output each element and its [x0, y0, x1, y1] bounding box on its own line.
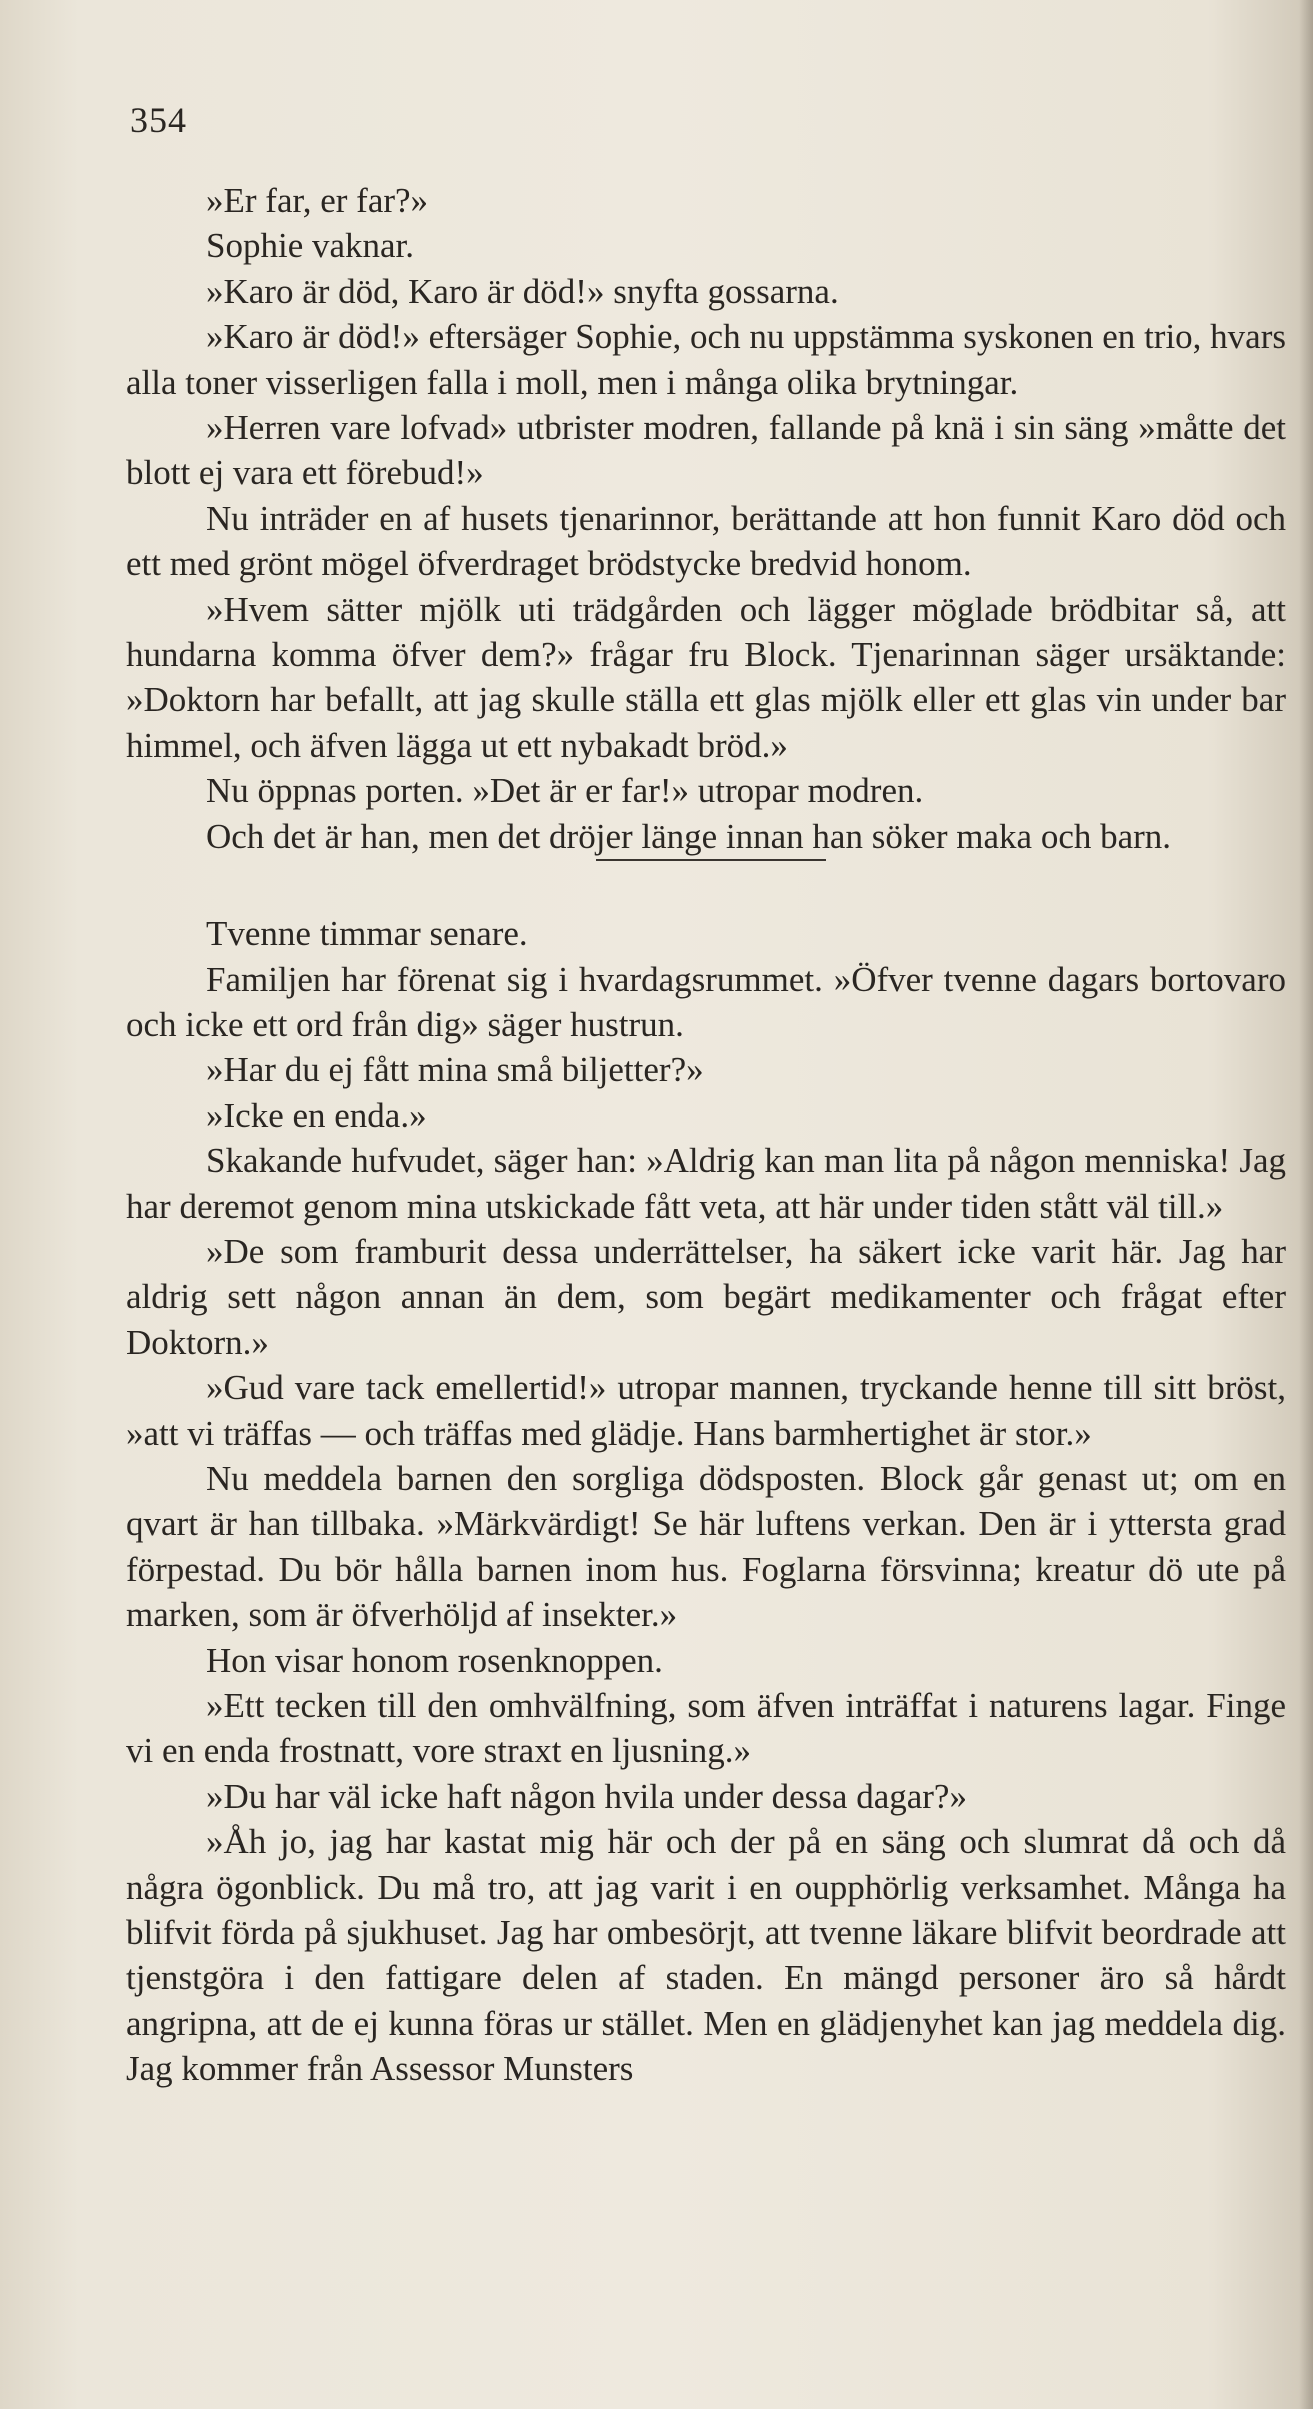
paragraph: »Gud vare tack emellertid!» utropar mannen, tryckande henne till sitt bröst, »att vi träffas — och träffas med glädje. Hans barmhertighet är stor.» — [126, 1368, 1286, 1453]
paragraph: Nu meddela barnen den sorgliga dödsposten. Block går genast ut; om en qvart är han tillbaka. »Märkvärdigt! Se här luftens verkan. Den är i yttersta grad förpestad. Du bör hålla barnen inom hus. Foglarna försvinna; kreatur dö ute på marken, som är öfverhöljd af insekter.» — [126, 1458, 1286, 1635]
paragraph: Nu inträder en af husets tjenarinnor, berättande att hon funnit Karo död och ett med grönt mögel öfverdraget brödstycke bredvid honom. — [126, 498, 1286, 584]
paragraph: »Hvem sätter mjölk uti trädgården och lägger möglade brödbitar så, att hundarna komma öfver dem?» frågar fru Block. Tjenarinnan säger ursäktande: »Doktorn har befallt, att jag skulle ställa ett glas mjölk eller ett glas vin under bar himmel, och äfven lägga ut ett nybakadt bröd.» — [126, 589, 1286, 765]
paragraph: Och det är han, men det dröjer länge innan han söker maka och barn. — [206, 816, 1172, 856]
paragraph: »Har du ej fått mina små biljetter?» — [206, 1050, 704, 1090]
paragraph: »Icke en enda.» — [206, 1095, 427, 1135]
paragraph: Sophie vaknar. — [206, 226, 415, 266]
page-number: 354 — [130, 100, 187, 140]
paragraph: »Herren vare lofvad» utbrister modren, fallande på knä i sin säng »måtte det blott ej vara ett förebud!» — [126, 408, 1286, 493]
page-edge-shadow — [1299, 0, 1313, 2409]
section-divider-rule — [596, 859, 826, 861]
paragraph: »Karo är död!» eftersäger Sophie, och nu uppstämma syskonen en trio, hvars alla toner visserligen falla i moll, men i många olika brytningar. — [126, 317, 1286, 402]
divider-row — [126, 859, 1286, 911]
paragraph: »Ett tecken till den omhvälfning, som äfven inträffat i naturens lagar. Finge vi en enda frostnatt, vore straxt en ljusning.» — [126, 1686, 1286, 1771]
text-section-after-divider — [126, 911, 1286, 2092]
paragraph: Familjen har förenat sig i hvardagsrummet. »Öfver tvenne dagars bortovaro och icke ett ord från dig» säger hustrun. — [126, 959, 1286, 1044]
paragraph: »De som framburit dessa underrättelser, ha säkert icke varit här. Jag har aldrig sett någon annan än dem, som begärt medikamenter och frågat efter Doktorn.» — [126, 1231, 1286, 1362]
text-section-before-divider — [126, 178, 1286, 859]
body-text — [126, 178, 1286, 2092]
paragraph: Tvenne timmar senare. — [206, 914, 528, 954]
paragraph: »Du har väl icke haft någon hvila under dessa dagar?» — [206, 1776, 967, 1816]
paragraph: Hon visar honom rosenknoppen. — [206, 1640, 663, 1680]
paragraph: Nu öppnas porten. »Det är er far!» utropar modren. — [206, 771, 924, 811]
paragraph: Skakande hufvudet, säger han: »Aldrig kan man lita på någon menniska! Jag har deremot genom mina utskickade fått veta, att här under tiden stått väl till.» — [126, 1141, 1286, 1226]
paragraph: »Er far, er far?» — [206, 181, 429, 220]
paragraph: »Karo är död, Karo är död!» snyfta gossarna. — [206, 271, 839, 311]
paragraph: »Åh jo, jag har kastat mig här och der på en säng och slumrat då och då några ögonblick. Du må tro, att jag varit i en oupphörlig verksamhet. Många ha blifvit förda på sjukhuset. Jag har ombesörjt, att tvenne läkare blifvit beordrade att tjenstgöra i den fattigare delen af staden. En mängd personer äro så hårdt angripna, att de ej kunna föras ur stället. Men en glädjenyhet kan jag meddela dig. Jag kommer från Assessor Munsters — [126, 1822, 1286, 2089]
